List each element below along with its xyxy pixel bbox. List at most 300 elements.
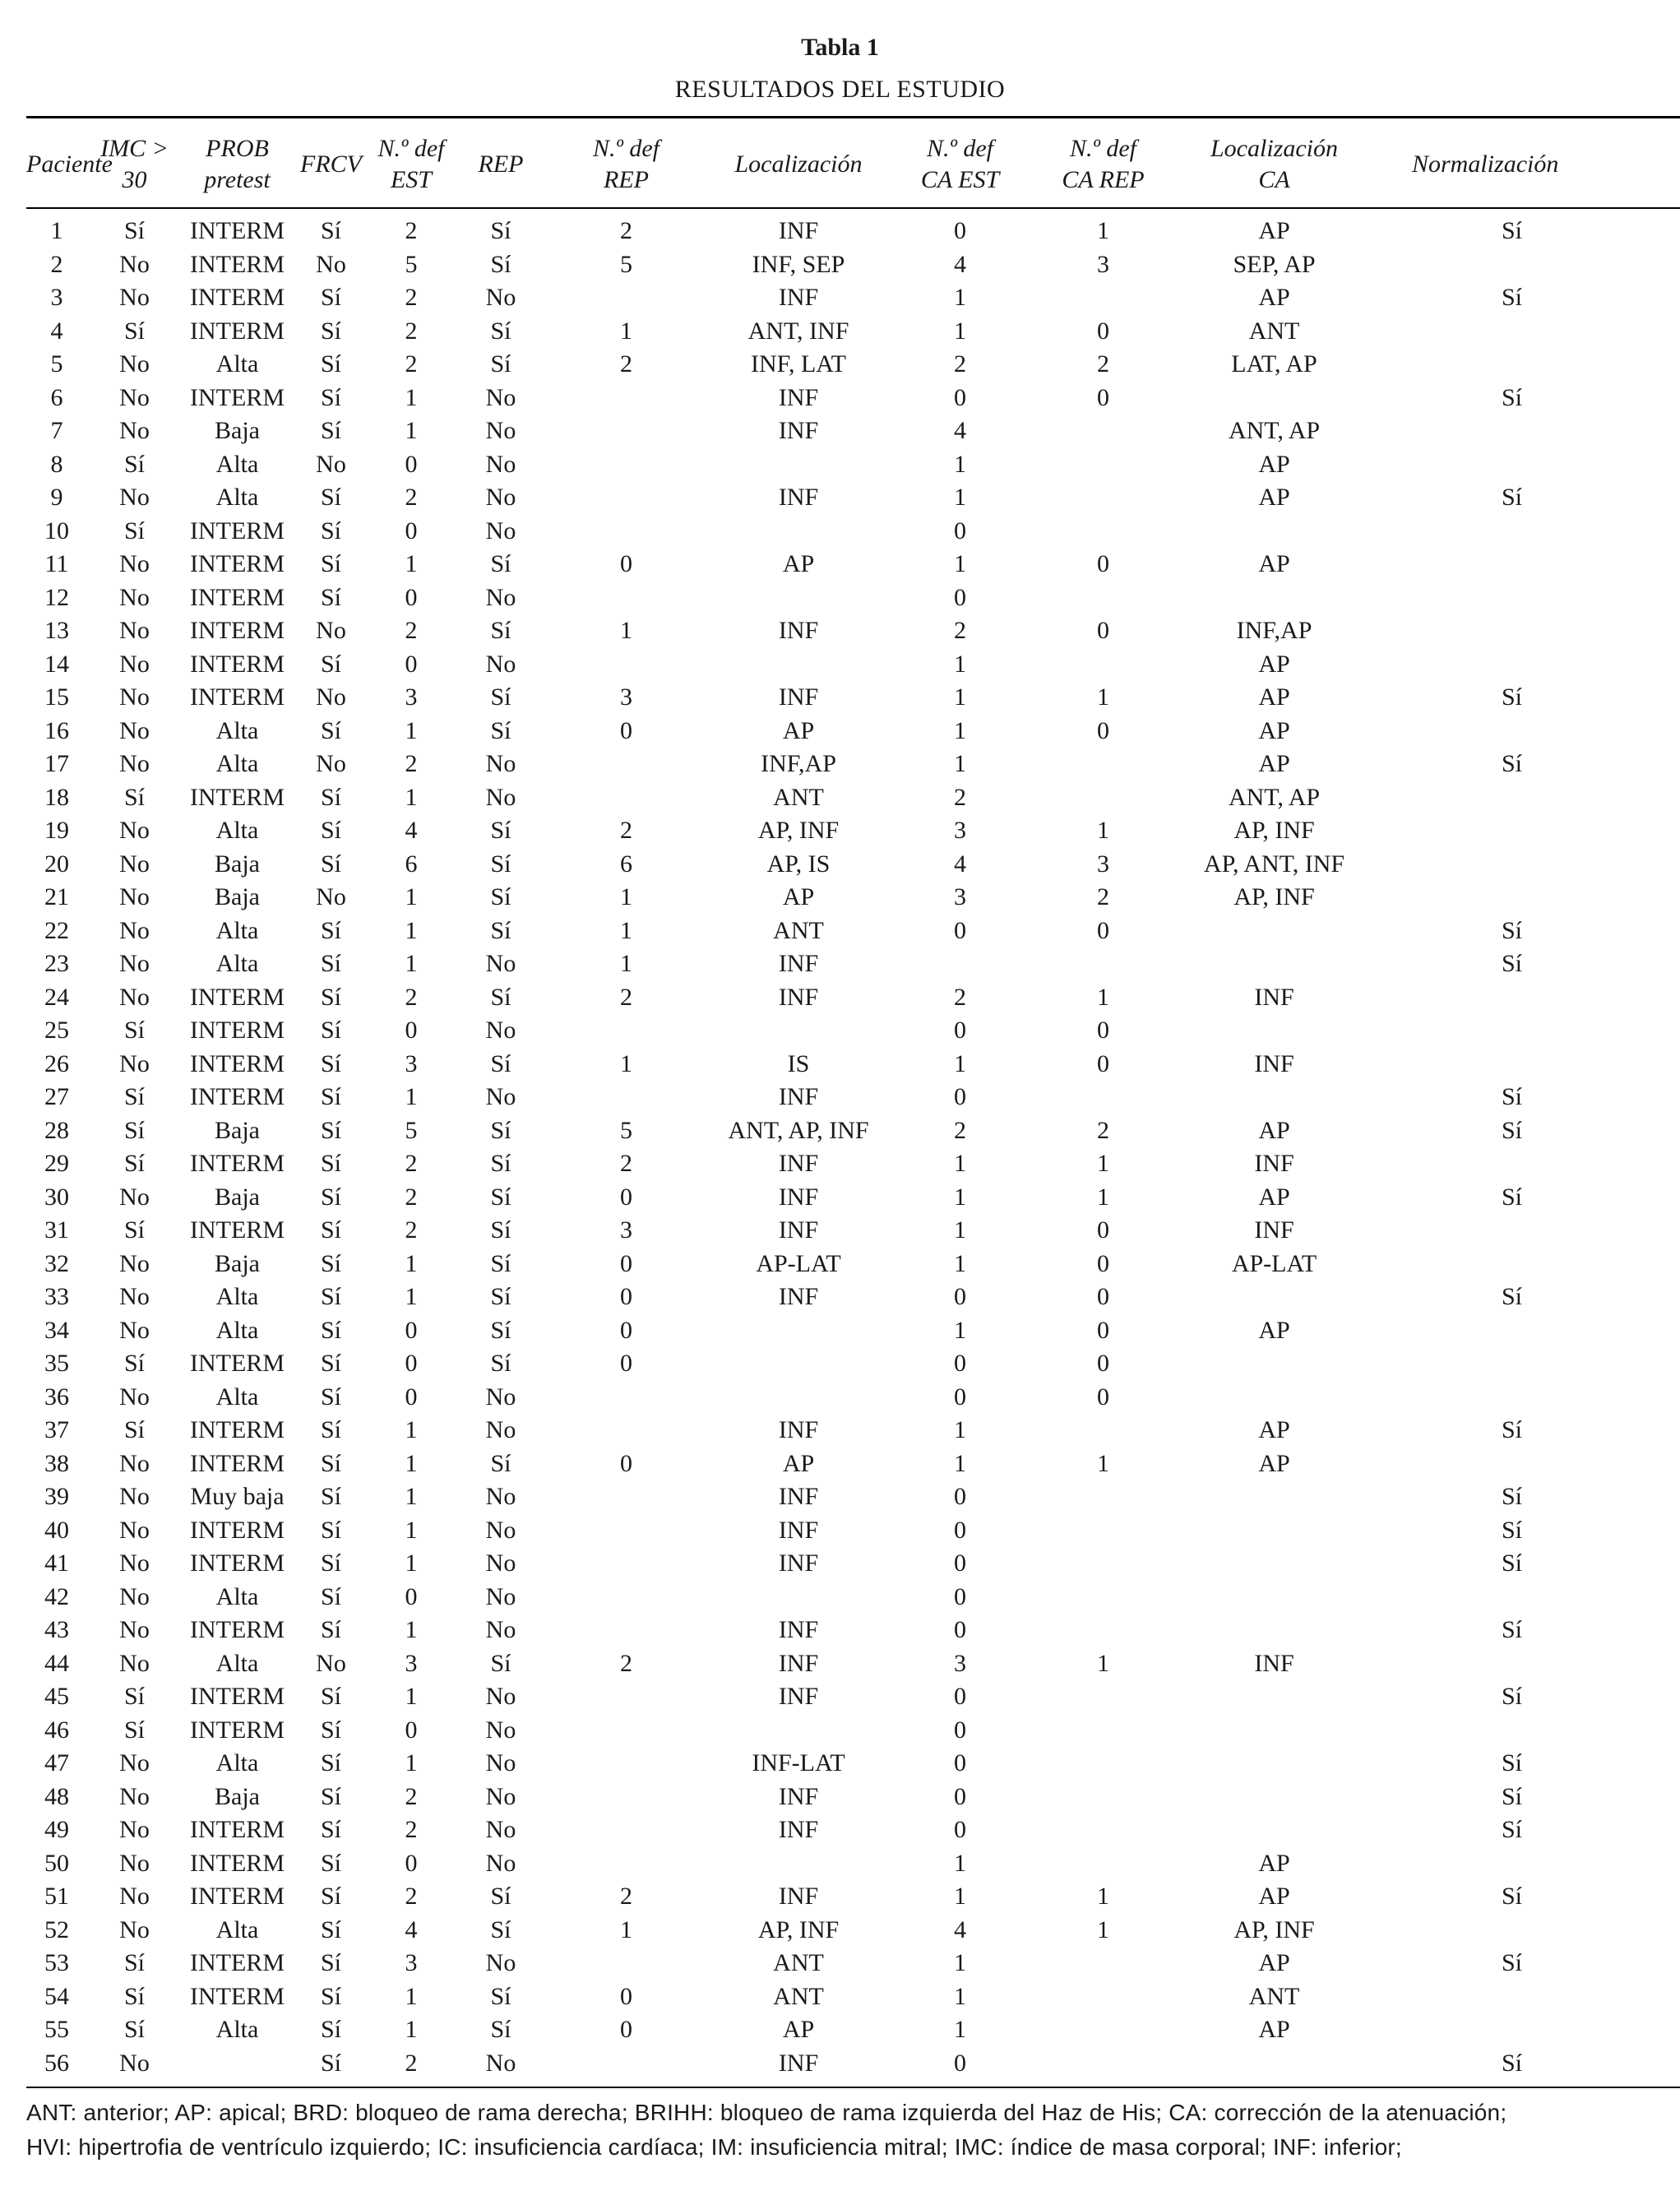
cell-ndef-ca-rep	[1027, 515, 1179, 549]
cell-ndef-ca-rep: 1	[1097, 817, 1109, 845]
cell-ndef-ca-est: 1	[954, 750, 966, 778]
cell-imc: No	[119, 350, 150, 378]
cell-prob-pretest: Alta	[215, 450, 259, 478]
cell-ndef-est: 1	[405, 2016, 418, 2044]
table-row	[26, 814, 1655, 848]
cell-rep: Sí	[490, 1649, 511, 1677]
cell-localizacion-ca	[1179, 1781, 1369, 1814]
cell-frcv: Sí	[320, 1083, 342, 1111]
table-row	[26, 481, 1655, 515]
cell-imc: No	[119, 250, 150, 278]
cell-paciente: 38	[44, 1449, 69, 1477]
cell-ndef-ca-rep: 2	[1097, 883, 1109, 911]
cell-prob-pretest: INTERM	[190, 317, 285, 345]
cell-ndef-est: 1	[405, 1483, 418, 1511]
cell-localizacion: INF	[778, 1516, 819, 1544]
cell-ndef-ca-rep	[1027, 481, 1179, 515]
cell-imc: No	[119, 1649, 150, 1677]
cell-ndef-ca-est: 4	[954, 850, 966, 878]
cell-ndef-rep	[548, 1781, 704, 1814]
cell-frcv: Sí	[320, 1049, 342, 1077]
cell-paciente: 53	[44, 1949, 69, 1977]
cell-normalizacion	[1369, 1147, 1655, 1181]
table-row	[26, 1847, 1655, 1881]
cell-frcv: Sí	[320, 1383, 342, 1410]
cell-frcv: Sí	[320, 417, 342, 445]
cell-localizacion-ca: AP	[1258, 1116, 1290, 1144]
cell-paciente: 15	[44, 683, 69, 711]
cell-ndef-ca-rep	[1027, 1081, 1179, 1114]
cell-localizacion	[704, 1314, 893, 1348]
cell-prob-pretest: Alta	[215, 350, 259, 378]
cell-ndef-ca-rep: 0	[1097, 317, 1109, 345]
cell-ndef-rep: 5	[620, 250, 632, 278]
cell-ndef-ca-est: 0	[954, 1083, 966, 1111]
cell-imc: No	[119, 1582, 150, 1610]
cell-frcv: Sí	[320, 284, 342, 312]
cell-localizacion: INF	[778, 1216, 819, 1244]
cell-localizacion-ca	[1179, 915, 1369, 948]
table-row	[26, 2013, 1655, 2047]
cell-ndef-est: 0	[405, 583, 418, 611]
cell-rep: No	[485, 1017, 516, 1045]
cell-localizacion-ca	[1179, 1614, 1369, 1647]
cell-normalizacion: Sí	[1501, 916, 1523, 944]
table-row	[26, 248, 1655, 282]
table-row	[26, 1647, 1655, 1681]
cell-normalizacion	[1369, 715, 1655, 748]
cell-normalizacion	[1369, 981, 1655, 1015]
cell-ndef-ca-est: 0	[954, 1017, 966, 1045]
cell-normalizacion	[1369, 1014, 1655, 1048]
cell-ndef-rep	[548, 1014, 704, 1048]
cell-normalizacion	[1369, 1248, 1655, 1281]
cell-imc: No	[119, 1283, 150, 1311]
cell-ndef-rep: 5	[620, 1116, 632, 1144]
cell-paciente: 16	[44, 716, 69, 744]
cell-prob-pretest: Alta	[215, 950, 259, 978]
cell-frcv: Sí	[320, 1616, 342, 1644]
cell-frcv: Sí	[320, 1449, 342, 1477]
cell-paciente: 7	[50, 417, 63, 445]
cell-localizacion: IS	[787, 1049, 810, 1077]
cell-paciente: 49	[44, 1816, 69, 1844]
cell-ndef-est: 0	[405, 1383, 418, 1410]
cell-ndef-rep	[548, 515, 704, 549]
table-row	[26, 1081, 1655, 1114]
cell-imc: No	[119, 1616, 150, 1644]
cell-ndef-ca-est: 0	[954, 1616, 966, 1644]
cell-ndef-rep	[548, 481, 704, 515]
cell-rep: Sí	[490, 1883, 511, 1911]
cell-ndef-ca-rep: 1	[1097, 683, 1109, 711]
cell-rep: Sí	[490, 1283, 511, 1311]
cell-ndef-ca-rep	[1027, 448, 1179, 482]
cell-ndef-rep: 1	[620, 1049, 632, 1077]
cell-localizacion-ca	[1179, 2047, 1369, 2081]
cell-paciente: 26	[44, 1049, 69, 1077]
table-row	[26, 1314, 1655, 1348]
cell-ndef-est: 0	[405, 650, 418, 678]
cell-imc: No	[119, 1049, 150, 1077]
cell-paciente: 18	[44, 783, 69, 811]
cell-localizacion-ca: INF	[1254, 983, 1294, 1011]
table-row	[26, 1714, 1655, 1748]
cell-rep: No	[485, 1683, 516, 1711]
cell-localizacion-ca	[1179, 1381, 1369, 1415]
cell-rep: No	[485, 1616, 516, 1644]
table-row	[26, 1147, 1655, 1181]
cell-ndef-ca-est: 1	[954, 650, 966, 678]
cell-ndef-rep	[548, 1747, 704, 1781]
cell-localizacion: ANT	[773, 1982, 824, 2010]
results-body	[26, 208, 1655, 2080]
cell-ndef-ca-rep: 0	[1097, 1249, 1109, 1277]
cell-localizacion	[704, 1347, 893, 1381]
cell-imc: Sí	[123, 1982, 146, 2010]
table-row	[26, 848, 1655, 882]
cell-imc: Sí	[123, 2016, 146, 2044]
cell-ndef-est: 1	[405, 1516, 418, 1544]
table-row	[26, 1980, 1655, 2014]
cell-prob-pretest: Alta	[215, 1649, 259, 1677]
cell-normalizacion: Sí	[1501, 217, 1523, 245]
table-row	[26, 315, 1655, 349]
cell-paciente: 19	[44, 817, 69, 845]
cell-paciente: 51	[44, 1883, 69, 1911]
cell-frcv: Sí	[320, 1350, 342, 1378]
cell-ndef-rep: 2	[620, 350, 632, 378]
cell-localizacion-ca: AP	[1258, 1316, 1290, 1344]
cell-prob-pretest	[182, 2047, 293, 2081]
cell-localizacion-ca: AP, INF	[1233, 883, 1315, 911]
table-row	[26, 1747, 1655, 1781]
cell-ndef-est: 0	[405, 450, 418, 478]
cell-ndef-ca-est: 3	[954, 883, 966, 911]
cell-normalizacion	[1369, 814, 1655, 848]
cell-ndef-ca-rep: 1	[1097, 1883, 1109, 1911]
cell-ndef-ca-rep: 1	[1097, 1183, 1109, 1211]
cell-localizacion-ca	[1179, 1014, 1369, 1048]
cell-rep: Sí	[490, 817, 511, 845]
cell-normalizacion: Sí	[1501, 1083, 1523, 1111]
table-row	[26, 581, 1655, 615]
cell-ndef-est: 0	[405, 1316, 418, 1344]
cell-ndef-ca-rep	[1027, 1414, 1179, 1448]
cell-paciente: 17	[44, 750, 69, 778]
cell-imc: No	[119, 2049, 150, 2077]
cell-ndef-ca-est: 1	[954, 1949, 966, 1977]
cell-rep: Sí	[490, 716, 511, 744]
cell-localizacion-ca: AP	[1258, 750, 1290, 778]
cell-frcv: Sí	[320, 716, 342, 744]
cell-ndef-ca-rep: 3	[1097, 850, 1109, 878]
cell-imc: Sí	[123, 1216, 146, 1244]
cell-normalizacion	[1369, 648, 1655, 682]
cell-localizacion-ca: LAT, AP	[1231, 350, 1317, 378]
cell-ndef-est: 0	[405, 1017, 418, 1045]
cell-normalizacion: Sí	[1501, 1483, 1523, 1511]
cell-paciente: 28	[44, 1116, 69, 1144]
cell-prob-pretest: INTERM	[190, 516, 285, 544]
cell-localizacion-ca: AP	[1258, 683, 1290, 711]
cell-imc: Sí	[123, 1416, 146, 1444]
cell-localizacion: INF	[778, 1283, 819, 1311]
cell-normalizacion: Sí	[1501, 1782, 1523, 1810]
cell-normalizacion	[1369, 1214, 1655, 1248]
table-row	[26, 1581, 1655, 1614]
cell-localizacion	[704, 1847, 893, 1881]
cell-localizacion: INF-LAT	[752, 1749, 845, 1777]
cell-ndef-est: 1	[405, 383, 418, 411]
cell-localizacion: INF	[778, 217, 819, 245]
cell-rep: No	[485, 650, 516, 678]
cell-frcv: Sí	[320, 983, 342, 1011]
cell-localizacion-ca: AP	[1258, 1949, 1290, 1977]
cell-ndef-ca-est: 0	[954, 383, 966, 411]
cell-ndef-rep	[548, 415, 704, 448]
cell-frcv: Sí	[320, 916, 342, 944]
cell-rep: No	[485, 1782, 516, 1810]
cell-ndef-ca-est: 1	[954, 2016, 966, 2044]
cell-normalizacion	[1369, 1314, 1655, 1348]
cell-ndef-est: 1	[405, 417, 418, 445]
table-row	[26, 515, 1655, 549]
cell-ndef-rep: 0	[620, 550, 632, 578]
cell-frcv: Sí	[320, 850, 342, 878]
cell-prob-pretest: Baja	[215, 1116, 260, 1144]
cell-prob-pretest: INTERM	[190, 1816, 285, 1844]
cell-localizacion: INF	[778, 2049, 819, 2077]
cell-frcv: Sí	[320, 516, 342, 544]
cell-rep: Sí	[490, 1449, 511, 1477]
cell-prob-pretest: Alta	[215, 1749, 259, 1777]
cell-prob-pretest: INTERM	[190, 1683, 285, 1711]
cell-localizacion: AP	[782, 716, 815, 744]
cell-ndef-ca-rep	[1027, 648, 1179, 682]
cell-ndef-rep	[548, 1581, 704, 1614]
cell-imc: No	[119, 1915, 150, 1943]
cell-normalizacion	[1369, 548, 1655, 581]
cell-normalizacion	[1369, 2013, 1655, 2047]
cell-prob-pretest: INTERM	[190, 1449, 285, 1477]
cell-ndef-ca-rep: 2	[1097, 1116, 1109, 1144]
cell-ndef-rep	[548, 382, 704, 415]
cell-ndef-est: 1	[405, 550, 418, 578]
cell-ndef-ca-rep: 1	[1097, 217, 1109, 245]
cell-rep: No	[485, 1383, 516, 1410]
cell-ndef-rep: 1	[620, 1915, 632, 1943]
cell-frcv: Sí	[320, 550, 342, 578]
cell-imc: No	[119, 983, 150, 1011]
cell-localizacion: AP, INF	[757, 1915, 840, 1943]
cell-ndef-ca-rep: 1	[1097, 1649, 1109, 1677]
cell-ndef-ca-est: 2	[954, 1116, 966, 1144]
cell-rep: Sí	[490, 1116, 511, 1144]
cell-ndef-ca-rep: 1	[1097, 1150, 1109, 1178]
cell-ndef-ca-rep: 0	[1097, 550, 1109, 578]
cell-ndef-rep	[548, 281, 704, 315]
cell-ndef-rep	[548, 1514, 704, 1548]
cell-paciente: 44	[44, 1649, 69, 1677]
cell-frcv: No	[316, 883, 346, 911]
header-ndef-est: N.º def EST	[377, 135, 445, 193]
cell-prob-pretest: INTERM	[190, 383, 285, 411]
cell-ndef-rep: 0	[620, 2016, 632, 2044]
cell-ndef-rep: 3	[620, 1216, 632, 1244]
cell-frcv: Sí	[320, 2049, 342, 2077]
cell-ndef-ca-rep: 0	[1097, 1350, 1109, 1378]
cell-paciente: 4	[50, 317, 63, 345]
cell-ndef-ca-rep	[1027, 1747, 1179, 1781]
cell-frcv: Sí	[320, 1949, 342, 1977]
cell-localizacion: INF	[778, 1649, 819, 1677]
cell-localizacion: ANT, INF	[747, 317, 849, 345]
cell-paciente: 34	[44, 1316, 69, 1344]
cell-localizacion-ca: ANT, AP	[1228, 783, 1321, 811]
cell-paciente: 35	[44, 1350, 69, 1378]
cell-frcv: Sí	[320, 950, 342, 978]
cell-imc: No	[119, 1516, 150, 1544]
cell-ndef-ca-est: 1	[954, 1316, 966, 1344]
cell-ndef-ca-est: 0	[954, 1716, 966, 1744]
cell-ndef-ca-rep	[1027, 1781, 1179, 1814]
cell-ndef-rep: 0	[620, 1249, 632, 1277]
cell-paciente: 33	[44, 1283, 69, 1311]
cell-ndef-rep	[548, 448, 704, 482]
table-row	[26, 681, 1655, 715]
cell-imc: No	[119, 850, 150, 878]
cell-ndef-ca-est: 1	[954, 484, 966, 512]
cell-localizacion-ca	[1179, 1480, 1369, 1514]
cell-prob-pretest: Alta	[215, 750, 259, 778]
cell-ndef-ca-est: 0	[954, 1549, 966, 1577]
cell-paciente: 6	[50, 383, 63, 411]
header-localizacion: Localización	[734, 151, 863, 178]
cell-imc: No	[119, 617, 150, 645]
cell-localizacion: INF	[778, 1549, 819, 1577]
cell-paciente: 27	[44, 1083, 69, 1111]
cell-ndef-est: 1	[405, 916, 418, 944]
cell-imc: No	[119, 1316, 150, 1344]
cell-paciente: 31	[44, 1216, 69, 1244]
cell-localizacion-ca: SEP, AP	[1233, 250, 1316, 278]
cell-ndef-ca-rep	[1027, 748, 1179, 781]
cell-ndef-ca-rep: 0	[1097, 1017, 1109, 1045]
table-row	[26, 215, 1655, 248]
cell-ndef-ca-est: 1	[954, 1883, 966, 1911]
table-row	[26, 348, 1655, 382]
cell-localizacion	[704, 515, 893, 549]
cell-localizacion-ca: AP	[1258, 716, 1290, 744]
cell-prob-pretest: Alta	[215, 1582, 259, 1610]
table-row	[26, 715, 1655, 748]
cell-rep: Sí	[490, 1216, 511, 1244]
cell-ndef-rep: 1	[620, 950, 632, 978]
cell-ndef-ca-est: 2	[954, 617, 966, 645]
cell-paciente: 56	[44, 2049, 69, 2077]
cell-imc: Sí	[123, 317, 146, 345]
cell-ndef-ca-rep: 0	[1097, 1216, 1109, 1244]
cell-rep: No	[485, 1849, 516, 1877]
cell-prob-pretest: INTERM	[190, 1416, 285, 1444]
cell-localizacion-ca	[1179, 1680, 1369, 1714]
cell-rep: Sí	[490, 317, 511, 345]
cell-rep: No	[485, 1949, 516, 1977]
cell-ndef-ca-est: 4	[954, 1915, 966, 1943]
cell-paciente: 54	[44, 1982, 69, 2010]
cell-prob-pretest: Alta	[215, 1383, 259, 1410]
cell-ndef-ca-rep	[1027, 1581, 1179, 1614]
cell-normalizacion: Sí	[1501, 1749, 1523, 1777]
cell-ndef-rep: 0	[620, 1350, 632, 1378]
cell-ndef-est: 1	[405, 716, 418, 744]
cell-imc: No	[119, 1183, 150, 1211]
cell-localizacion-ca: AP, ANT, INF	[1203, 850, 1345, 878]
cell-frcv: Sí	[320, 350, 342, 378]
cell-localizacion: INF	[778, 1183, 819, 1211]
table-subtitle: RESULTADOS DEL ESTUDIO	[674, 76, 1006, 103]
cell-normalizacion	[1369, 581, 1655, 615]
cell-localizacion: INF	[778, 484, 819, 512]
cell-localizacion: AP	[782, 883, 815, 911]
cell-ndef-est: 2	[405, 217, 418, 245]
cell-ndef-est: 2	[405, 750, 418, 778]
cell-localizacion: INF	[778, 1483, 819, 1511]
cell-normalizacion: Sí	[1501, 1183, 1523, 1211]
cell-ndef-ca-est: 2	[954, 783, 966, 811]
header-row	[26, 121, 1655, 208]
cell-normalizacion	[1369, 348, 1655, 382]
table-row	[26, 1514, 1655, 1548]
table-row	[26, 1614, 1655, 1647]
cell-localizacion	[704, 648, 893, 682]
cell-ndef-rep	[548, 581, 704, 615]
cell-ndef-rep: 1	[620, 317, 632, 345]
cell-localizacion: ANT	[773, 1949, 824, 1977]
cell-localizacion-ca: ANT, AP	[1228, 417, 1321, 445]
cell-localizacion-ca: AP	[1258, 217, 1290, 245]
cell-normalizacion	[1369, 1914, 1655, 1948]
cell-paciente: 47	[44, 1749, 69, 1777]
cell-ndef-ca-rep	[1027, 2047, 1179, 2081]
cell-localizacion-ca: AP, INF	[1233, 817, 1315, 845]
cell-rep: Sí	[490, 350, 511, 378]
cell-normalizacion	[1369, 1381, 1655, 1415]
cell-normalizacion	[1369, 448, 1655, 482]
header-frcv: FRCV	[300, 151, 362, 178]
cell-ndef-ca-rep	[1027, 1980, 1179, 2014]
cell-normalizacion: Sí	[1501, 1516, 1523, 1544]
cell-localizacion: AP	[782, 2016, 815, 2044]
table-row	[26, 1248, 1655, 1281]
cell-paciente: 25	[44, 1017, 69, 1045]
cell-frcv: Sí	[320, 1283, 342, 1311]
cell-localizacion: INF	[778, 383, 819, 411]
cell-ndef-rep	[548, 1081, 704, 1114]
cell-ndef-rep: 2	[620, 1883, 632, 1911]
cell-imc: Sí	[123, 217, 146, 245]
cell-frcv: Sí	[320, 1883, 342, 1911]
cell-paciente: 42	[44, 1582, 69, 1610]
table-row	[26, 1880, 1655, 1914]
cell-ndef-rep	[548, 1813, 704, 1847]
cell-imc: Sí	[123, 1949, 146, 1977]
cell-normalizacion	[1369, 1448, 1655, 1481]
cell-ndef-ca-est: 0	[954, 1483, 966, 1511]
cell-ndef-rep: 6	[620, 850, 632, 878]
cell-paciente: 11	[44, 550, 69, 578]
